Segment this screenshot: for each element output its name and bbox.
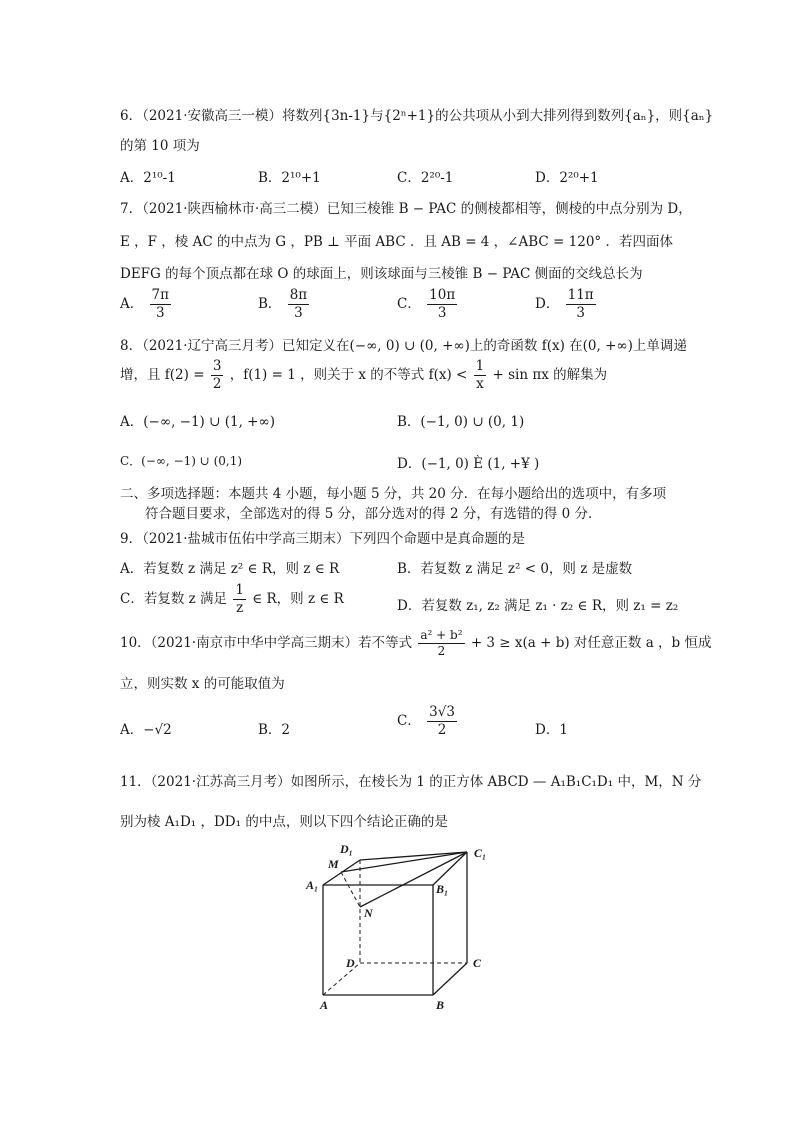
q6-option-d: D．2²⁰+1 (535, 170, 599, 186)
label-b1: B₁ (436, 882, 449, 896)
fraction-denominator: 3 (437, 304, 447, 321)
q10-option-a: A．−√2 (120, 722, 172, 738)
cube-figure (290, 835, 510, 1015)
fraction-numerator: a² + b² (420, 628, 463, 642)
label-b: B (436, 998, 445, 1012)
q9-option-a: A．若复数 z 满足 z² ∈ R，则 z ∈ R (120, 561, 340, 577)
q7-option-b-fraction (288, 287, 309, 322)
label-c1: C₁ (474, 846, 487, 860)
q8-fraction-three-halves (211, 358, 224, 393)
q8-option-b: B．(−1, 0) ∪ (0, 1) (397, 414, 525, 430)
q8-option-c: C．(−∞, −1) ∪ (0,1) (120, 454, 243, 468)
q7-stem-line1: 7．（2021·陕西榆林市·高三二模）已知三棱锥 B − PAC 的侧棱都相等，侧棱的中点分别为 D， (120, 201, 692, 217)
label-d: D (346, 956, 355, 970)
fraction-numerator: 3 (212, 358, 222, 374)
fraction-numerator: 10π (429, 287, 456, 303)
section-2-heading-line2: 符合题目要求，全部选对的得 5 分，部分选对的得 2 分，有选错的得 0 分． (145, 506, 602, 522)
q10-option-b: B．2 (258, 722, 291, 738)
fraction-numerator: 3√3 (429, 704, 455, 720)
edge-b-c (433, 963, 467, 995)
q7-option-a-fraction (150, 287, 171, 322)
hidden-segment-m-n (341, 872, 360, 907)
q7-option-d-fraction (566, 287, 596, 322)
label-m: M (328, 857, 339, 871)
fraction-denominator: 3 (294, 304, 303, 321)
fraction-numerator: 7π (151, 287, 170, 303)
fraction-numerator: 8π (289, 287, 308, 303)
fraction-denominator: z (236, 599, 244, 616)
q9-option-c-fraction (233, 582, 246, 617)
q10-fraction (418, 628, 464, 659)
q10-option-c-label: C． (397, 712, 421, 729)
q8-stem-text-a: 增，且 f(2) = (120, 366, 205, 383)
fraction-denominator: 2 (437, 721, 447, 738)
fraction-denominator: 3 (576, 304, 585, 321)
q7-option-d (535, 287, 598, 322)
q7-option-a-label: A． (120, 295, 144, 312)
label-n: N (364, 906, 373, 920)
q9-stem: 9．（2021·盐城市伍佑中学高三期末）下列四个命题中是真命题的是 (120, 531, 525, 547)
q7-option-b-label: B． (258, 295, 282, 312)
q7-option-d-label: D． (535, 295, 560, 312)
q10-stem-text-a: 10．（2021·南京市中华中学高三期末）若不等式 (120, 635, 413, 651)
q6-stem-line1: 6．（2021·安徽高三一模）将数列{3n-1}与{2ⁿ+1}的公共项从小到大排列得到数列{aₙ}，则{aₙ} (120, 108, 714, 124)
q10-stem-text-b: + 3 ≥ x(a + b) 对任意正数 a ，b 恒成 (470, 635, 712, 651)
q8-option-a: A．(−∞, −1) ∪ (1, +∞) (120, 414, 275, 430)
q9-option-d: D．若复数 z₁, z₂ 满足 z₁ · z₂ ∈ R，则 z₁ = z₂ (397, 598, 679, 614)
q6-option-b: B．2¹⁰+1 (258, 170, 321, 186)
q8-stem-text-c: + sin πx 的解集为 (492, 366, 608, 383)
q7-option-a (120, 287, 173, 322)
q7-option-c-label: C． (397, 295, 421, 312)
q9-option-c-text-b: ∈ R，则 z ∈ R (252, 590, 344, 607)
label-c: C (473, 956, 482, 970)
q7-stem-line3: DEFG 的每个顶点都在球 O 的球面上，则该球面与三棱锥 B − PAC 侧面的交线总长为 (120, 266, 643, 282)
q9-option-c-text-a: C．若复数 z 满足 (120, 590, 228, 607)
q7-option-b (258, 287, 311, 322)
q6-stem-line2: 的第 10 项为 (120, 138, 200, 154)
fraction-denominator: 2 (212, 375, 222, 392)
fraction-denominator: 3 (155, 304, 165, 321)
q8-stem-text-b: ，f(1) = 1 ，则关于 x 的不等式 f(x) < (229, 366, 468, 383)
q10-option-c (397, 704, 459, 739)
label-a: A (320, 998, 329, 1012)
q8-stem-line2 (120, 358, 607, 393)
q8-fraction-one-over-x (474, 358, 487, 393)
q7-stem-line2: E ，F ，棱 AC 的中点为 G ，PB ⊥ 平面 ABC ．且 AB = 4 ，∠ABC = 120° ．若四面体 (120, 234, 673, 250)
q10-option-d: D．1 (535, 722, 568, 738)
q7-option-c (397, 287, 459, 322)
q10-stem-line1 (120, 628, 712, 659)
q8-option-d: D．(−1, 0) È (1, +¥ ) (397, 456, 540, 472)
q9-option-c (120, 582, 344, 617)
q11-stem-line1: 11．（2021·江苏高三月考）如图所示，在棱长为 1 的正方体 ABCD — A₁B₁C₁D₁ 中，M，N 分 (120, 774, 702, 790)
q8-stem-line1: 8．（2021·辽宁高三月考）已知定义在(−∞, 0) ∪ (0, +∞)上的奇函数 f(x) 在(0, +∞)上单调递 (120, 338, 687, 354)
q9-option-b: B．若复数 z 满足 z² < 0，则 z 是虚数 (397, 561, 633, 577)
label-d1: D₁ (340, 842, 353, 856)
q10-stem-line2: 立，则实数 x 的可能取值为 (120, 676, 285, 692)
fraction-numerator: 1 (235, 582, 244, 598)
fraction-denominator: 2 (437, 644, 446, 658)
label-a1: A₁ (306, 878, 319, 892)
q7-option-c-fraction (427, 287, 457, 322)
section-2-heading-line1: 二、多项选择题：本题共 4 小题，每小题 5 分，共 20 分．在每小题给出的选项中，有多项 (120, 486, 667, 502)
edge-d1-c1 (360, 852, 467, 860)
q6-option-c: C．2²⁰-1 (397, 170, 454, 186)
q11-stem-line2: 别为棱 A₁D₁ ，DD₁ 的中点，则以下四个结论正确的是 (120, 814, 448, 830)
fraction-numerator: 1 (475, 358, 485, 374)
fraction-numerator: 11π (567, 287, 594, 303)
q6-option-a: A．2¹⁰-1 (120, 170, 176, 186)
fraction-denominator: x (476, 375, 484, 392)
q10-option-c-fraction (427, 704, 457, 739)
